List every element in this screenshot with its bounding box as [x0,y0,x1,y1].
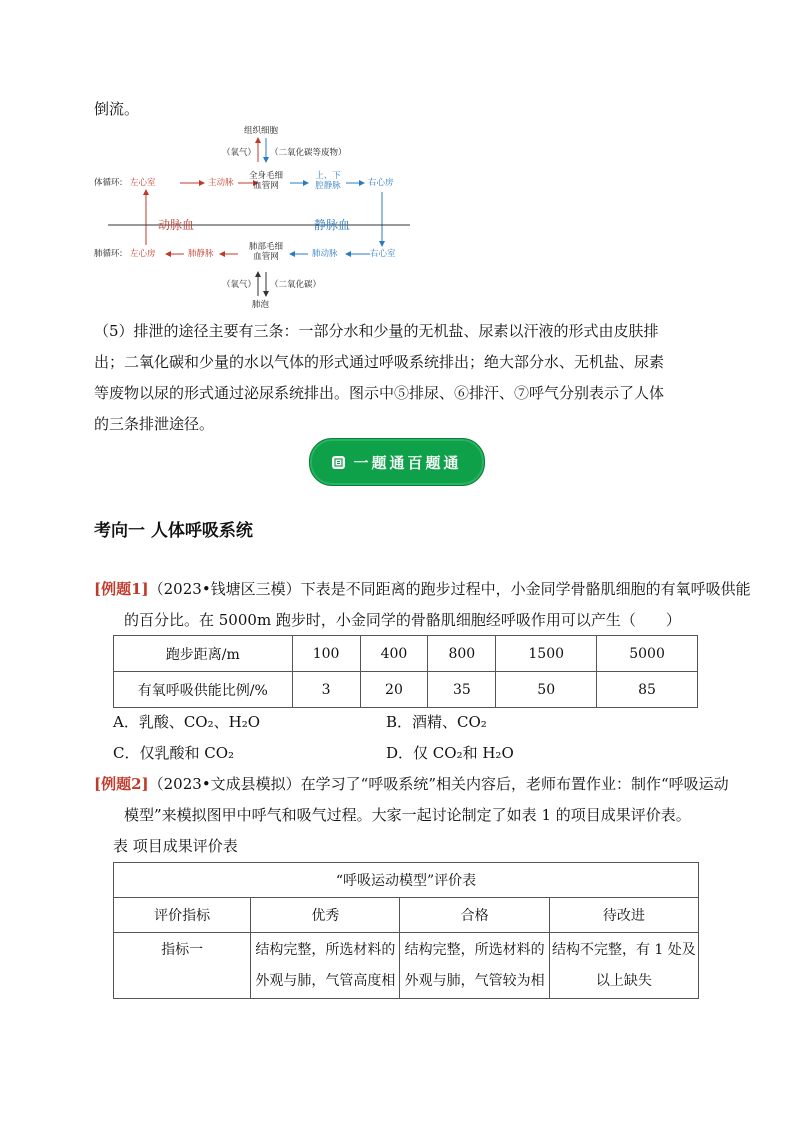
table-cell: 35 [428,672,496,708]
right-ventricle-label: 右心室 [370,249,396,259]
table-cell: 5000 [597,636,698,672]
systemic-circulation-label: 体循环: [94,178,123,188]
example1-tag: [例题1] [94,580,149,598]
para5-line3: 等废物以尿的形式通过泌尿系统排出。图示中⑤排尿、⑥排汗、⑦呼气分别表示了人体 [94,384,665,402]
table-caption: 表 项目成果评价表 [113,837,238,855]
banner-label: 一题通百题通 [353,453,462,472]
table-row [114,672,698,708]
table-header-cell: 待改进 [549,898,698,933]
table-row [114,863,699,898]
example2-line2: 模型”来模拟图甲中呼气和吸气过程。大家一起讨论制定了如表 1 的项目成果评价表。 [124,806,691,824]
example1-line1 [94,574,751,604]
lung-capillary-line1: 肺部毛细 [248,242,283,252]
table-cell [251,933,400,999]
example1-text1: （2023•钱塘区三模）下表是不同距离的跑步过程中，小金同学骨骼肌细胞的有氧呼吸供能 [148,580,751,598]
table-cell: 100 [292,636,360,672]
aorta-label: 主动脉 [208,178,234,188]
table-header-cell: 评价指标 [114,898,251,933]
table-cell: 50 [496,672,597,708]
right-atrium-label: 右心房 [368,178,394,188]
cell-line: 外观与肺，气管高度相 [255,972,396,989]
lung-capillary-line2: 血管网 [253,252,279,262]
option-a[interactable]: A．乳酸、CO₂、H₂O [113,713,261,731]
table-cell [400,933,549,999]
lung-capillary-label [238,242,294,262]
table-cell: 跑步距离/m [114,636,293,672]
top-oxygen-label: （氧气） [222,148,257,158]
table-cell [549,933,698,999]
pulmonary-artery-label: 肺动脉 [312,249,338,259]
alveoli-label: 肺泡 [252,300,270,310]
para5-line4: 的三条排泄途径。 [94,415,215,433]
table-cell: 指标一 [114,933,251,999]
example2-text1: （2023•文成县模拟）在学习了“呼吸系统”相关内容后，老师布置作业：制作“呼吸运动 [148,775,729,793]
table-cell: 85 [597,672,698,708]
bottom-co2-label: （二氧化碳） [270,280,322,290]
example2-line1 [94,769,729,799]
vena-cava-line1: 上、下 [315,171,341,181]
table-cell: 400 [360,636,428,672]
cell-line: 以上缺失 [595,972,652,989]
one-question-banner-button[interactable] [309,438,485,486]
table-cell: 800 [428,636,496,672]
table-header-cell: 优秀 [251,898,400,933]
pulmonary-circulation-label: 肺循环: [94,249,123,259]
body-capillary-line2: 血管网 [253,181,279,191]
para5-line1: （5）排泄的途径主要有三条：一部分水和少量的无机盐、尿素以汗液的形式由皮肤排 [94,322,659,340]
vena-cava-line2: 腔静脉 [315,181,341,191]
vena-cava-label [308,171,348,191]
tissue-cells-label: 组织细胞 [244,126,279,136]
example2-tag: [例题2] [94,775,149,793]
left-atrium-label: 左心房 [130,249,156,259]
cell-line: 结构不完整，有 1 处及 [551,941,696,958]
cell-line: 结构完整，所选材料的 [404,941,545,958]
arterial-blood-label: 动脉血 [158,218,195,232]
document-icon [332,456,345,469]
evaluation-table [113,862,699,999]
table-row [114,636,698,672]
table-cell: 有氧呼吸供能比例/% [114,672,293,708]
bottom-oxygen-label: （氧气） [222,280,257,290]
body-capillary-label [238,171,294,191]
table-cell: 20 [360,672,428,708]
venous-blood-label: 静脉血 [314,218,351,232]
left-ventricle-label: 左心室 [130,178,156,188]
pulmonary-vein-label: 肺静脉 [188,249,214,259]
cell-line: 外观与肺，气管较为相 [404,972,545,989]
para5-line2: 出；二氧化碳和少量的水以气体的形式通过呼吸系统排出；绝大部分水、无机盐、尿素 [94,353,665,371]
cell-line: 结构完整，所选材料的 [255,941,396,958]
table-row [114,898,699,933]
table-header-cell: 合格 [400,898,549,933]
table-title-cell: “呼吸运动模型”评价表 [114,863,699,898]
running-energy-table [113,635,698,708]
top-co2-label: （二氧化碳等废物） [270,148,347,158]
section-heading: 考向一 人体呼吸系统 [94,521,253,541]
table-cell: 3 [292,672,360,708]
table-cell: 1500 [496,636,597,672]
blood-circulation-diagram [80,120,420,315]
option-c[interactable]: C．仅乳酸和 CO₂ [113,744,235,762]
table-row [114,933,699,999]
text-continuation: 倒流。 [94,100,140,118]
example1-line2: 的百分比。在 5000m 跑步时，小金同学的骨骼肌细胞经呼吸作用可以产生（ ） [124,611,681,629]
body-capillary-line1: 全身毛细 [248,171,283,181]
option-d[interactable]: D．仅 CO₂和 H₂O [386,744,514,762]
option-b[interactable]: B．酒精、CO₂ [386,713,487,731]
